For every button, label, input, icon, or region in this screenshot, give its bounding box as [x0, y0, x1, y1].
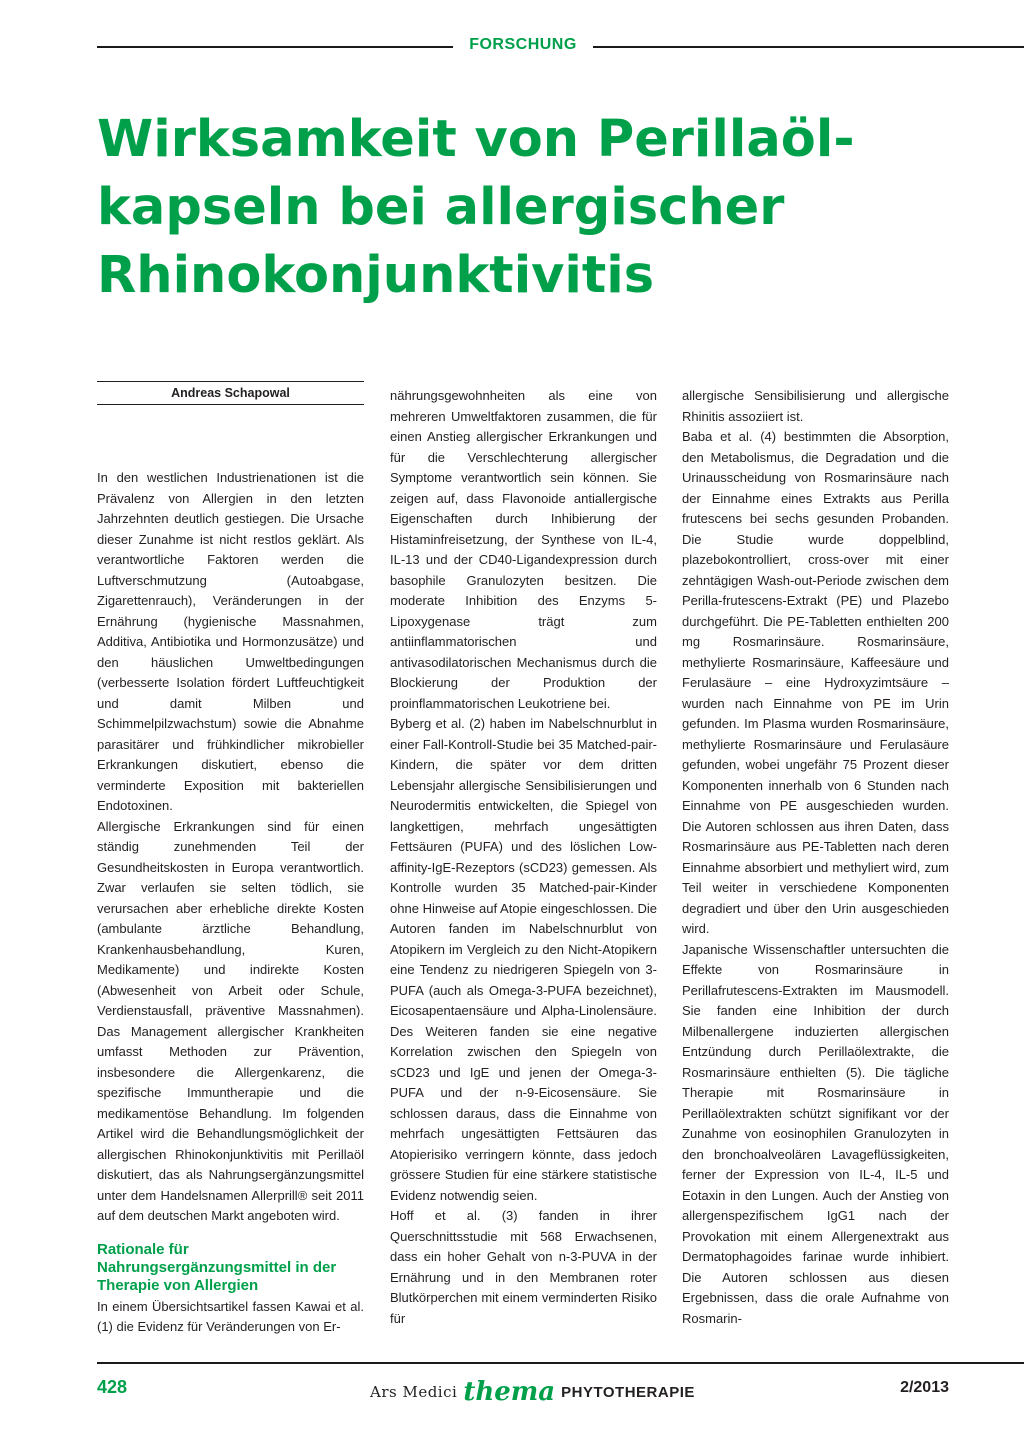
text-column-3: [682, 386, 949, 1329]
brand-thema-logo: thema: [463, 1377, 556, 1407]
title-line-1: Wirksamkeit von Perillaöl-: [97, 110, 855, 169]
paragraph: Byberg et al. (2) haben im Nabelschnurblut in einer Fall-Kontroll-Studie bei 35 Matched-pair-Kindern, die später vor dem dritten Lebensjahr allergische Sensibilisierungen und Neurodermitis entwickelten, die Spiegel von langkettigen, mehrfach ungesättigten Fettsäuren (PUFA) und des löslichen Low-affinity-IgE-Rezeptors (sCD23) gemessen. Als Kontrolle wurden 35 Matched-pair-Kinder ohne Hinweise auf Atopie eingeschlossen. Die Autoren fanden im Nabelschnurblut von Atopikern im Vergleich zu den Nicht-Atopikern eine Tendenz zu niedrigeren Spiegeln von 3-PUFA (auch als Omega-3-PUFA bezeichnet), Eicosapentaensäure und Alpha-Linolensäure. Des Weiteren fanden sie eine negative Korrelation zwischen den Spiegeln von sCD23 und IgE und jenen der Omega-3-PUFA und der n-9-Eicosensäure. Sie schlossen daraus, dass die Einnahme von mehrfach ungesättigten Fettsäuren das Atopierisiko verringern könnte, dass jedoch grössere Studien für eine stärkere statistische Evidenz notwendig seien.: [390, 716, 657, 1203]
paragraph: Allergische Erkrankungen sind für einen ständig zunehmenden Teil der Gesundheitskosten in Europa verantwortlich. Zwar verlaufen sie selten tödlich, sie verursachen aber erhebliche direkte Kosten (ambulante ärztliche Behandlung, Krankenhausbehandlung, Kuren, Medikamente) und indirekte Kosten (Abwesenheit von Arbeit oder Schule, Verdienstausfall, präventive Massnahmen). Das Management allergischer Krankheiten umfasst Methoden zur Prävention, insbesondere die Allergenkarenz, die spezifische Immuntherapie und die medikamentöse Behandlung. Im folgenden Artikel wird die Behandlungsmöglichkeit der allergischen Rhinokonjunktivitis mit Perillaöl diskutiert, das als Nahrungsergänzungsmittel unter dem Handelsnamen Allerprill® seit 2011 auf dem deutschen Markt angeboten wird.: [97, 818, 364, 1223]
brand-section: PHYTOTHERAPIE: [561, 1383, 695, 1401]
brand-ars-medici: Ars Medici: [370, 1383, 458, 1401]
paragraph: Baba et al. (4) bestimmten die Absorption, den Metabolismus, die Degradation und die Urinausscheidung von Rosmarinsäure nach der Einnahme eines Extrakts aus Perilla frutescens bei sechs gesunden Probanden. Die Studie wurde doppelblind, plazebokontrolliert, cross-over mit einer zehntägigen Wash-out-Periode zwischen dem Perilla-frutescens-Extrakt (PE) und Plazebo durchgeführt. Die PE-Tabletten enthielten 200 mg Rosmarinsäure. Rosmarinsäure, methylierte Rosmarinsäure, Kaffeesäure und Ferulasäure – eine Hydroxyzimtsäure – wurden nach Einnahme von PE im Urin gefunden. Im Plasma wurden Rosmarinsäure, methylierte Rosmarinsäure und Ferulasäure gefunden, wobei ungefähr 75 Prozent dieser Komponenten innerhalb von 6 Stunden nach Einnahme von PE ausgeschieden wurden. Die Autoren schlossen aus ihren Daten, dass Rosmarinsäure aus PE-Tabletten nach deren Einnahme absorbiert und methyliert wird, zum Teil weiter in verschiedene Komponenten degradiert und über den Urin ausgeschieden wird.: [682, 429, 949, 936]
title-line-3: Rhinokonjunktivitis: [97, 246, 655, 305]
title-line-2: kapseln bei allergischer: [97, 178, 785, 237]
paragraph: Japanische Wissenschaftler untersuchten die Effekte von Rosmarinsäure in Perillafrutescens-Extrakten im Mausmodell. Sie fanden eine Inhibition der durch Milbenallergene induzierten allergischen Entzündung durch Perillaölextrakte, die Rosmarinsäure enthielten (5). Die tägliche Therapie mit Rosmarinsäure in Perillaölextrakten schützt signifikant vor der Zunahme von eosinophilen Granulozyten in den bronchoalveolären Lavageflüssigkeiten, ferner der Expression von IL-4, IL-5 und Eotaxin in den Lungen. Auch der Anstieg von allergenspezifischem IgG1 nach der Provokation mit einem Allergenextrakt aus Dermatophagoides farinae wurde inhibiert. Die Autoren schlossen aus diesen Ergebnissen, dass die orale Aufnahme von Rosmarin-: [682, 941, 949, 1326]
paragraph: nährungsgewohnheiten als eine von mehreren Umweltfaktoren zusammen, die für einen Anstieg allergischer Erkrankungen und für die Verschlechterung allergischer Symptome verantwortlich sein können. Sie zeigen auf, dass Flavonoide antiallergische Eigenschaften durch Inhibierung der Histaminfreisetzung, der Synthese von IL-4, IL-13 und der CD40-Ligandexpression durch basophile Granulozyten besitzen. Die moderate Inhibition des Enzyms 5-Lipoxygenase trägt zum antiinflammatorischen und antivasodilatorischen Mechanismus durch die Blockierung der Produktion der proinflammatorischen Leukotriene bei.: [390, 388, 657, 711]
paragraph: Hoff et al. (3) fanden in ihrer Querschnittsstudie mit 568 Erwachsenen, dass ein hoher Gehalt von n-3-PUVA in der Ernährung und in den Membranen roter Blutkörperchen mit einem verminderten Risiko für: [390, 1208, 657, 1326]
text-column-2: [390, 386, 657, 1329]
header-rule-left: [97, 46, 453, 48]
paragraph: allergische Sensibilisierung und allergische Rhinitis assoziiert ist.: [682, 388, 949, 424]
footer-rule: [97, 1362, 1024, 1364]
article-title: [97, 106, 977, 310]
section-label: FORSCHUNG: [469, 36, 577, 53]
header-rule-right: [593, 46, 1024, 48]
text-column-1: [97, 468, 364, 1338]
paragraph: In einem Übersichtsartikel fassen Kawai et al. (1) die Evidenz für Veränderungen von Er-: [97, 1298, 364, 1334]
author-byline: Andreas Schapowal: [97, 381, 364, 405]
subheading: Rationale für Nahrungsergänzungsmittel in der Therapie von Allergien: [97, 1240, 337, 1294]
paragraph: In den westlichen Industrienationen ist die Prävalenz von Allergien in den letzten Jahrzehnten deutlich gestiegen. Die Ursache dieser Zunahme ist nicht restlos geklärt. Als verantwortliche Faktoren werden die Luftverschmutzung (Autoabgase, Zigarettenrauch), Veränderungen in der Ernährung (hygienische Massnahmen, Additiva, Antibiotika und Hormonzusätze) und den häuslichen Umweltbedingungen (verbesserte Isolation fördert Luftfeuchtigkeit und damit Milben und Schimmelpilzwachstum) sowie die Abnahme parasitärer und frühkindlicher mikrobieller Erkrankungen diskutiert, ebenso die verminderte Exposition mit bakteriellen Endotoxinen.: [97, 470, 364, 813]
issue-number: 2/2013: [900, 1379, 949, 1396]
footer-brand: [370, 1372, 695, 1412]
page-number: 428: [97, 1377, 128, 1397]
